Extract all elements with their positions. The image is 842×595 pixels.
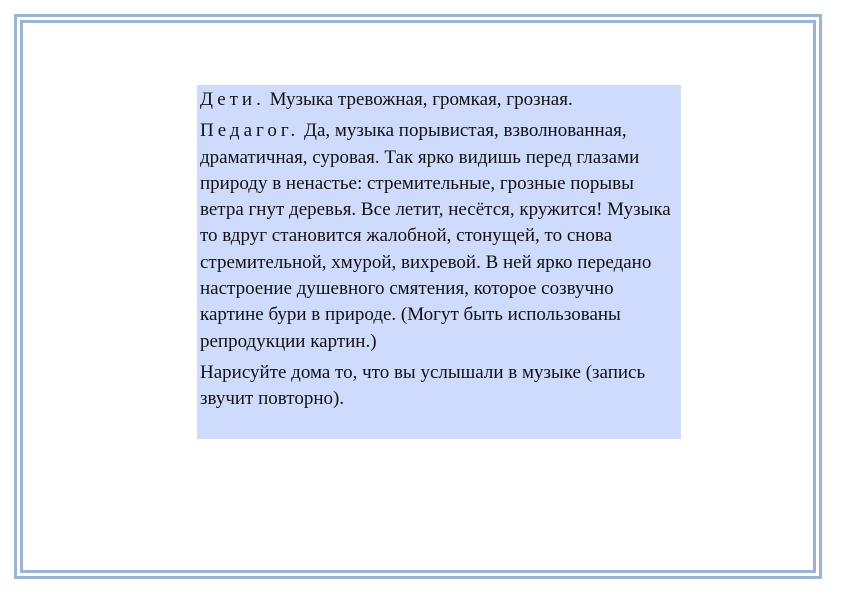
paragraph-children-reply [200,87,678,113]
speaker-label: Дети. [200,89,265,110]
slide-text-block [197,85,681,439]
paragraph-teacher-reply [200,118,678,355]
paragraph-text: Да, музыка порывистая, взволнованная, драматичная, суровая. Так ярко видишь перед глазами природу в ненастье: стремительные, грозные порывы ветра гнут деревья. Все летит, несётся, кружится! Музыка то вдруг становится жалобной, стонущей, то снова стремительной, хмурой, вихревой. В ней ярко передано настроение душевного смятения, которое созвучно картине бури в природе. (Могут быть использованы репродукции картин.) [200,120,671,352]
paragraph-text: Нарисуйте дома то, что вы услышали в музыке (запись звучит повторно). [200,361,646,410]
paragraph-homework [200,360,678,413]
speaker-label: Педагог. [200,120,300,142]
paragraph-text: Музыка тревожная, громкая, грозная. [264,89,573,110]
